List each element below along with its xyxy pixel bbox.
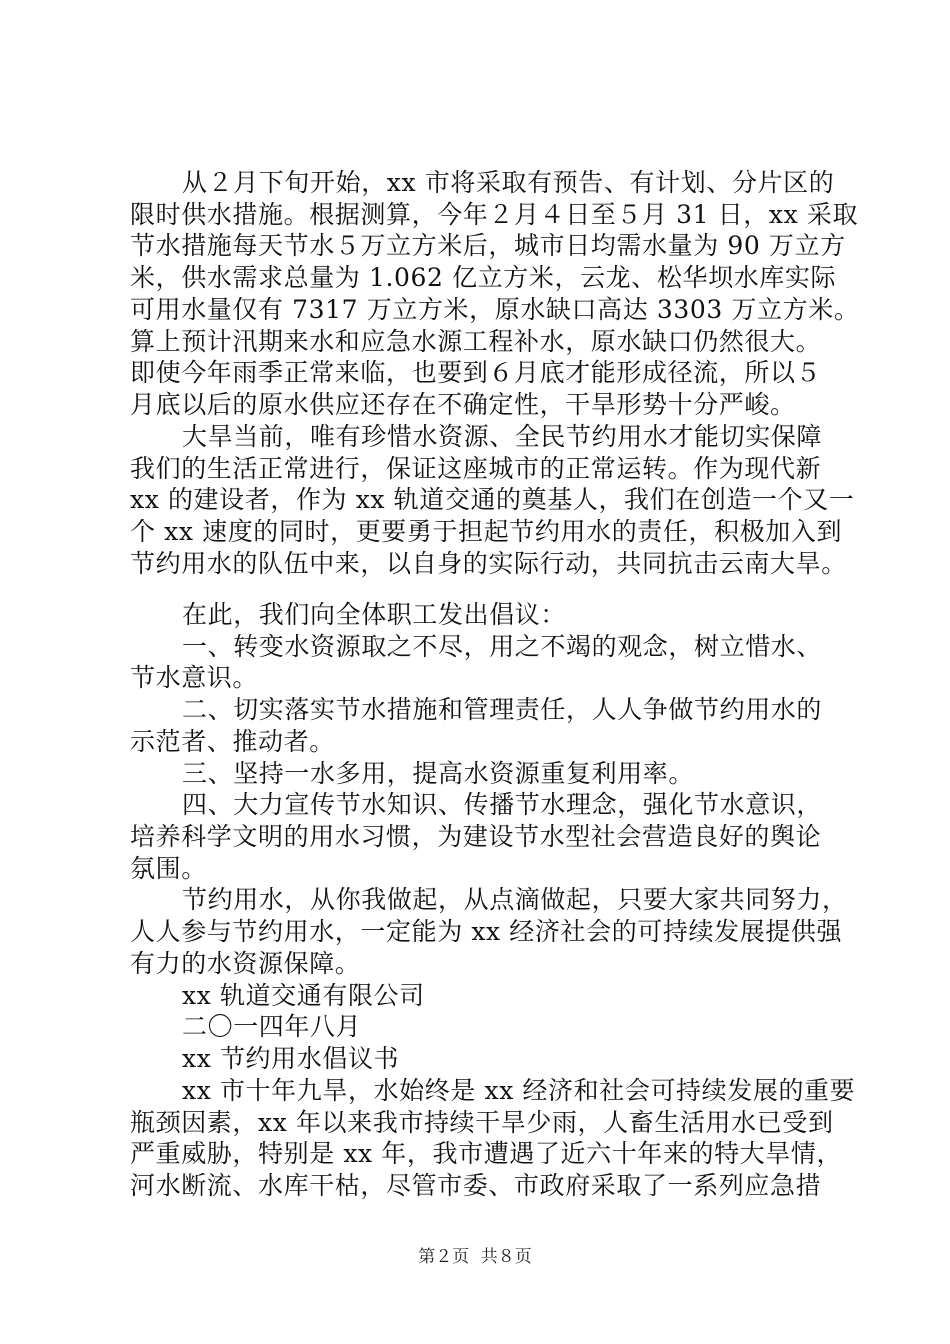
text-line: 人人参与节约用水，一定能为 xx 经济社会的可持续发展提供强 [130,917,843,946]
text-line: 三、坚持一水多用，提高水资源重复利用率。 [182,759,695,788]
signature-company: xx 轨道交通有限公司 [182,981,425,1010]
text-line: 示范者、推动者。 [130,727,335,756]
text-line: 培养科学文明的用水习惯，为建设节水型社会营造良好的舆论 [130,822,822,851]
page-number: 第２页 [418,1247,470,1267]
section-title: xx 节约用水倡议书 [182,1044,400,1073]
text-line: 严重威胁，特别是 xx 年，我市遭遇了近六十年来的特大旱情， [130,1139,843,1168]
text-line: 河水断流、水库干枯，尽管市委、市政府采取了一系列应急措 [130,1171,822,1200]
text-line: 米，供水需求总量为 1.062 亿立方米，云龙、松华坝水库实际 [130,263,837,292]
text-line: 大旱当前，唯有珍惜水资源、全民节约用水才能切实保障 [182,422,823,451]
text-line: xx 市十年九旱，水始终是 xx 经济和社会可持续发展的重要 [182,1076,856,1105]
text-line: 节水意识。 [130,663,259,692]
text-line: 可用水量仅有 7317 万立方米，原水缺口高达 3303 万立方米。 [130,295,860,324]
text-line: 即使今年雨季正常来临，也要到６月底才能形成径流，所以５ [130,358,822,387]
text-line: 有力的水资源保障。 [130,949,361,978]
text-line: xx 的建设者，作为 xx 轨道交通的奠基人，我们在创造一个又一 [130,485,855,514]
text-line: 瓶颈因素，xx 年以来我市持续干旱少雨，人畜生活用水已受到 [130,1108,834,1137]
text-line: 算上预计汛期来水和应急水源工程补水，原水缺口仍然很大。 [130,327,822,356]
text-line: 节约用水，从你我做起，从点滴做起，只要大家共同努力， [182,885,848,914]
text-line: 限时供水措施。根据测算，今年２月４日至５月 31 日，xx 采取 [130,200,859,229]
text-line: 氛围。 [130,854,207,883]
text-line: 月底以后的原水供应还存在不确定性，干旱形势十分严峻。 [130,390,796,419]
page-footer [0,1242,950,1267]
text-line: 节水措施每天节水５万立方米后，城市日均需水量为 90 万立方 [130,231,846,260]
text-line: 从２月下旬开始，xx 市将采取有预告、有计划、分片区的 [182,168,835,197]
text-line: 个 xx 速度的同时，更要勇于担起节约用水的责任，积极加入到 [130,517,843,546]
text-line: 一、转变水资源取之不尽，用之不竭的观念，树立惜水、 [182,632,823,661]
text-line: 四、大力宣传节水知识、传播节水理念，强化节水意识， [182,790,823,819]
text-line: 在此，我们向全体职工发出倡议： [182,600,567,629]
signature-date: 二〇一四年八月 [182,1012,362,1041]
text-line: 二、切实落实节水措施和管理责任，人人争做节约用水的 [182,695,823,724]
page-total: 共８页 [480,1247,532,1267]
text-line: 节约用水的队伍中来，以自身的实际行动，共同抗击云南大旱。 [130,549,847,578]
text-line: 我们的生活正常进行，保证这座城市的正常运转。作为现代新 [130,454,822,483]
